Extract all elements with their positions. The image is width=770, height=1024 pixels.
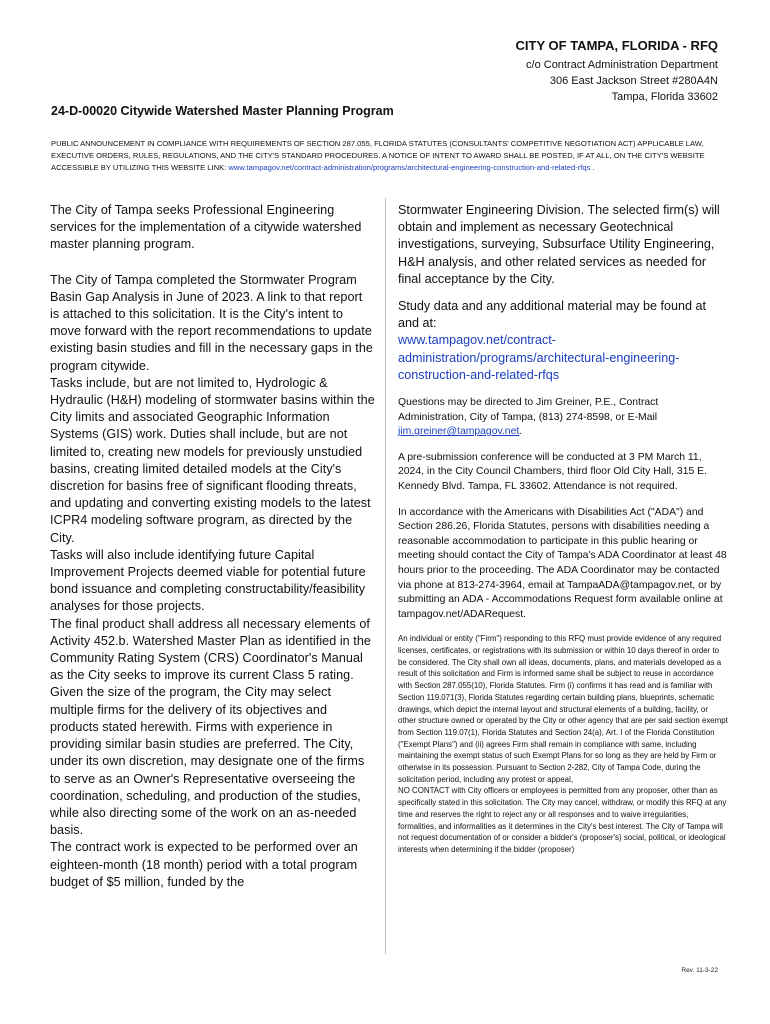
questions-end: . [519,426,523,438]
contact-email-link[interactable]: jim.greiner@tampagov.net [398,426,520,438]
left-paragraph-5: The final product shall address all necessary elements of Activity 452.b. Watershed Master Plan as identified in the Community Rating System (CRS) Coordinator's Manual as the City seeks to improve its current Class 5 rating. [50,616,371,683]
announcement-text: PUBLIC ANNOUNCEMENT IN COMPLIANCE WITH REQUIREMENTS OF SECTION 287.055, FLORIDA STATUTES (CONSULTANTS' COMPETITIVE NEGOTIATION ACT) APPLICABLE LAW, EXECUTIVE ORDERS, RULES, REGULATIONS, AND THE CITY'S STANDARD PROCEDURES. A NOTICE OF INTENT TO AWARD SHALL BE POSTED, IF AT ALL, ON THE CITY'S WEBSITE ACCESSIBLE BY UTILIZING THIS WEBSITE LINK: [51,139,705,172]
public-announcement [51,138,723,174]
left-paragraph-6: Given the size of the program, the City may select multiple firms for the delivery of its objectives and products stated herewith. Firms with experience in providing similar basin studies are preferred. The City, under its own discretion, may designate one of the firms to serve as an Owner's Representative overseeing the coordination, scheduling, and production of the studies, while also directing some of the work on an as-needed basis. [50,685,365,838]
right-paragraph-7: NO CONTACT with City officers or employees is permitted from any proposer, other than as specifically stated in this solicitation. The City may cancel, withdraw, or modify this RFQ at any time and reserves the right to reject any or all responses and to waive irregularities, formalities, and informalities as it determines in the City's best interest. The City of Tampa will not request documentation of or consider a bidder's (proposer's) social, political, or ideological interests when determining if the bidder (proposer) [398,786,727,854]
column-divider [385,198,386,954]
study-data-link[interactable]: www.tampagov.net/contract-administration/programs/architectural-engineering-construction-and-related-rfqs [398,333,680,382]
left-paragraph-4: Tasks will also include identifying future Capital Improvement Projects deemed viable for potential future bond issuance and completing constructability/feasibility analyses for those projects. [50,547,366,614]
street-line: 306 East Jackson Street #280A4N [549,75,718,87]
study-data-text: Study data and any additional material may be found at and at: [398,299,707,331]
right-paragraph-3 [398,396,728,440]
right-paragraph-1: Stormwater Engineering Division. The selected firm(s) will obtain and implement as necessary Geotechnical investigations, surveying, Subsurface Utility Engineering, H&H analysis, and other related services as needed for final acceptance by the City. [398,203,720,286]
right-column [398,202,728,856]
document-title: CITY OF TAMPA, FLORIDA - RFQ [515,38,718,53]
header-block [516,38,718,105]
announcement-end: . [592,163,595,172]
right-paragraph-5: In accordance with the Americans with Disabilities Act ("ADA") and Section 286.26, Florida Statutes, persons with disabilities needing a reasonable accommodation to participate in this public hearing or meeting should contact the City of Tampa's ADA Coordinator at least 48 hours prior to the proceeding. The ADA Coordinator may be contacted via phone at 813-274-3964, email at TampaADA@tampagov.net, or by submitting an ADA - Accommodations Request form available online at tampagov.net/ADARequest. [398,506,727,620]
announcement-link[interactable]: www.tampagov.net/contract-administration/programs/architectural-engineering-construction-and-related-rfqs [228,163,591,172]
questions-text: Questions may be directed to Jim Greiner, P.E., Contract Administration, City of Tampa, (813) 274-8598, or E-Mail [398,397,659,423]
right-paragraph-4: A pre-submission conference will be conducted at 3 PM March 11, 2024, in the City Council Chambers, third floor Old City Hall, 315 E. Kennedy Blvd. Tampa, FL 33602. Attendance is not required. [398,451,707,492]
left-paragraph-1: The City of Tampa seeks Professional Engineering services for the implementation of a citywide watershed master planning program. [50,203,362,252]
department-line: c/o Contract Administration Department [526,59,718,71]
right-paragraph-6: An individual or entity ("Firm") responding to this RFQ must provide evidence of any required licenses, certificates, or registrations with its submission or within 10 days thereof in order to be considered. The City shall own all ideas, documents, plans, and materials developed as a result of this solicitation and Firm is informed same shall be subject to reuse in accordance with Section 287.055(10), Florida Statutes. Firm (i) confirms it has read and is familiar with Section 119.071(3), Florida Statutes regarding certain building plans, blueprints, schematic drawings, which depict the internal layout and structural elements of a building, facility, or other structure owned or operated by the City or other agency that are per said section exempt from Section 119.07(1), Florida Statutes and Section 24(a), Art. I of the Florida Constitution ("Exempt Plans") and (ii) agrees Firm shall remain in compliance with same, including maintaining the exempt status of such Exempt Plans for so long as they are held by Firm or otherwise in its possession. Pursuant to Section 2-282, City of Tampa Code, during the solicitation period, including any protest or appeal, [398,634,728,784]
left-column [50,202,375,891]
left-paragraph-3: Tasks include, but are not limited to, Hydrologic & Hydraulic (H&H) modeling of stormwater basins within the City limits and associated Geographic Information Systems (GIS) work. Duties shall include, but are not limited to, creating new models for previously unstudied basins, creating limited detailed models at the City's discretion for basins free of significant flooding threats, and updating and converting existing models to the latest ICPR4 modeling software program, as directed by the City. [50,375,375,545]
right-paragraph-2 [398,298,728,384]
revision-footer: Rev. 11-3-22 [681,967,718,974]
left-paragraph-2: The City of Tampa completed the Stormwater Program Basin Gap Analysis in June of 2023. A link to that report is attached to this solicitation. It is the City's intent to move forward with the report recommendations to update existing basin studies and fill in the necessary gaps in the program citywide. [50,272,373,373]
left-paragraph-7: The contract work is expected to be performed over an eighteen-month (18 month) period with a total program budget of $5 million, funded by the [50,840,358,889]
city-line: Tampa, Florida 33602 [611,91,718,103]
project-title: 24-D-00020 Citywide Watershed Master Planning Program [51,104,394,118]
